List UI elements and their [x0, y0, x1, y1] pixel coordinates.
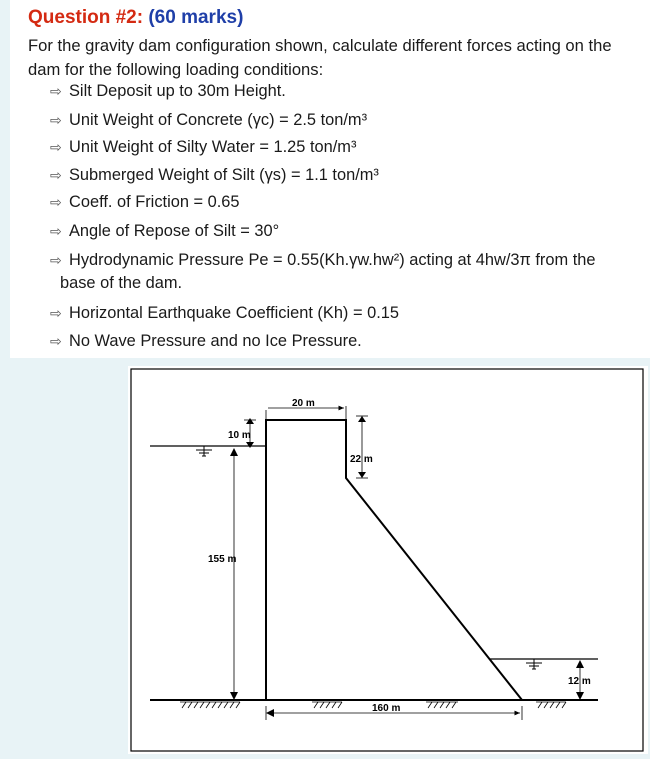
condition-text: Hydrodynamic Pressure Pe = 0.55(Kh.γw.hw²) acting at 4hw/3π from the [69, 251, 596, 269]
list-item [50, 191, 640, 214]
water-surface-marker-icon [526, 659, 542, 669]
right-arrow-icon: ⇨ [50, 112, 62, 128]
question-intro: For the gravity dam configuration shown, calculate different forces acting on the dam for the following loading conditions: [28, 36, 612, 79]
list-item [50, 330, 640, 353]
question-card [10, 0, 650, 358]
label-top-width: 20 m [292, 398, 315, 409]
label-tailwater-depth: 12 m [568, 676, 591, 687]
right-arrow-icon: ⇨ [50, 139, 62, 155]
dam-diagram [128, 366, 648, 754]
dam-figure [128, 366, 648, 754]
water-surface-marker-icon [196, 446, 212, 456]
right-arrow-icon: ⇨ [50, 305, 62, 321]
condition-text: No Wave Pressure and no Ice Pressure. [69, 332, 362, 350]
question-heading [28, 6, 243, 30]
right-arrow-icon: ⇨ [50, 223, 62, 239]
condition-text: Submerged Weight of Silt (γs) = 1.1 ton/m³ [69, 166, 379, 184]
right-arrow-icon: ⇨ [50, 333, 62, 349]
list-item [50, 220, 640, 243]
question-label: Question #2: [28, 7, 144, 28]
condition-text: Unit Weight of Silty Water = 1.25 ton/m³ [69, 138, 357, 156]
condition-text: Unit Weight of Concrete (γc) = 2.5 ton/m³ [69, 111, 368, 129]
label-base-width: 160 m [372, 703, 401, 714]
condition-text: Horizontal Earthquake Coefficient (Kh) = 0.15 [69, 304, 399, 322]
list-item [50, 164, 640, 187]
label-freeboard: 10 m [228, 430, 251, 441]
question-marks: (60 marks) [148, 7, 244, 28]
right-arrow-icon: ⇨ [50, 167, 62, 183]
list-item [50, 249, 640, 295]
condition-text: Coeff. of Friction = 0.65 [69, 193, 240, 211]
label-upstream-depth: 155 m [208, 554, 237, 565]
label-crest-height: 22 m [350, 454, 373, 465]
condition-text: Angle of Repose of Silt = 30° [69, 222, 280, 240]
right-arrow-icon: ⇨ [50, 83, 62, 99]
list-item [50, 136, 640, 159]
condition-continuation: base of the dam. [60, 274, 183, 292]
list-item [50, 80, 640, 103]
list-item [50, 302, 640, 325]
condition-text: Silt Deposit up to 30m Height. [69, 82, 286, 100]
right-arrow-icon: ⇨ [50, 252, 62, 268]
right-arrow-icon: ⇨ [50, 194, 62, 210]
dam-profile [266, 420, 522, 700]
list-item [50, 109, 640, 132]
